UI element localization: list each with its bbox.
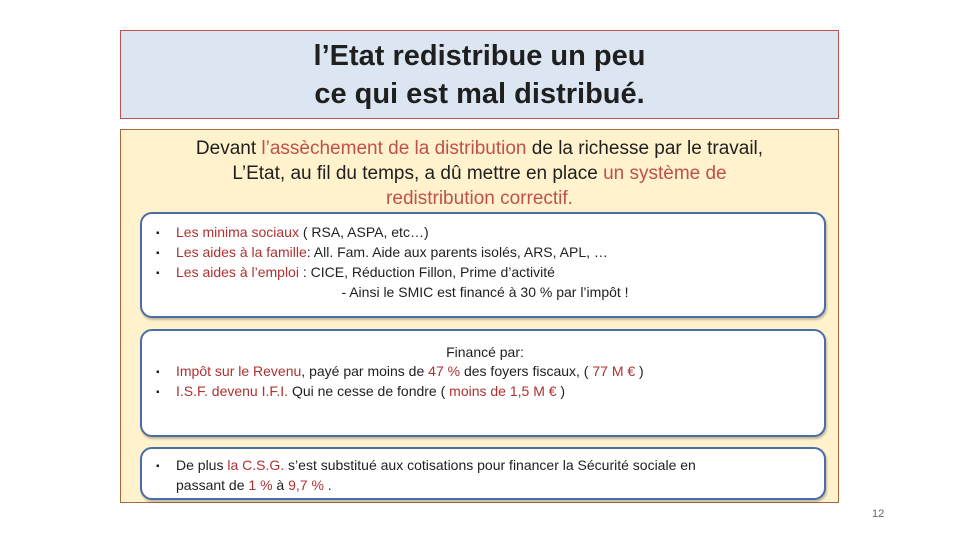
list-item	[156, 362, 814, 382]
item-value: 77 M €	[592, 363, 636, 379]
item-text: De plus	[176, 457, 228, 473]
item-text: à	[272, 477, 289, 493]
list-item	[156, 243, 814, 263]
list-item	[156, 263, 814, 283]
item-label: I.S.F. devenu I.F.I.	[176, 383, 289, 399]
intro-highlight: redistribution correctif.	[386, 188, 573, 209]
slide-title-line-1: l’Etat redistribue un peu	[313, 39, 646, 72]
bullet-icon: ▪	[156, 387, 160, 398]
page-number: 12	[872, 508, 885, 520]
item-text: )	[556, 383, 566, 399]
bullet-icon: ▪	[156, 367, 160, 378]
list-item-continuation	[156, 476, 814, 495]
item-text: .	[323, 477, 332, 493]
bullet-icon: ▪	[156, 248, 160, 259]
item-text: ( RSA, ASPA, etc…)	[298, 224, 429, 240]
intro-text-part: de la richesse par le travail,	[526, 138, 764, 159]
item-value: 9,7 %	[288, 477, 324, 493]
item-value: 47 %	[428, 363, 461, 379]
bullet-icon: ▪	[156, 461, 160, 472]
item-text: s’est substitué aux cotisations pour financer la Sécurité sociale en	[284, 457, 696, 473]
item-value: 1 %	[248, 477, 273, 493]
slide-title	[120, 30, 839, 119]
intro-highlight: un système de	[603, 163, 727, 184]
list-item	[156, 456, 814, 476]
funding-heading: Financé par:	[446, 344, 524, 360]
list-item	[156, 223, 814, 243]
intro-text-part: Devant	[195, 138, 262, 159]
bullet-icon: ▪	[156, 268, 160, 279]
item-text: passant de	[176, 477, 249, 493]
aid-list-card	[140, 212, 826, 318]
item-value: moins de 1,5 M €	[449, 383, 557, 399]
bullet-icon: ▪	[156, 228, 160, 239]
item-text: des foyers fiscaux, (	[460, 363, 593, 379]
list-item	[156, 382, 814, 402]
item-text: , payé par moins de	[301, 363, 429, 379]
item-label: Les minima sociaux	[176, 224, 299, 240]
item-label: Les aides à la famille	[176, 244, 307, 260]
item-label: Les aides à l’emploi	[176, 264, 299, 280]
csg-card	[140, 447, 826, 500]
smic-note: - Ainsi le SMIC est financé à 30 % par l’impôt !	[341, 284, 629, 300]
intro-text	[121, 136, 838, 211]
item-label: Impôt sur le Revenu	[176, 363, 302, 379]
item-text: : CICE, Réduction Fillon, Prime d’activité	[298, 264, 555, 280]
item-text: Qui ne cesse de fondre (	[288, 383, 450, 399]
item-label: la C.S.G.	[227, 457, 285, 473]
intro-highlight: l’assèchement de la distribution	[261, 138, 527, 159]
slide-title-line-2: ce qui est mal distribué.	[314, 77, 645, 110]
intro-text-part: L’Etat, au fil du temps, a dû mettre en place	[232, 163, 604, 184]
item-text: : All. Fam. Aide aux parents isolés, ARS, APL, …	[306, 244, 608, 260]
item-text: )	[635, 363, 644, 379]
funding-card	[140, 329, 826, 437]
